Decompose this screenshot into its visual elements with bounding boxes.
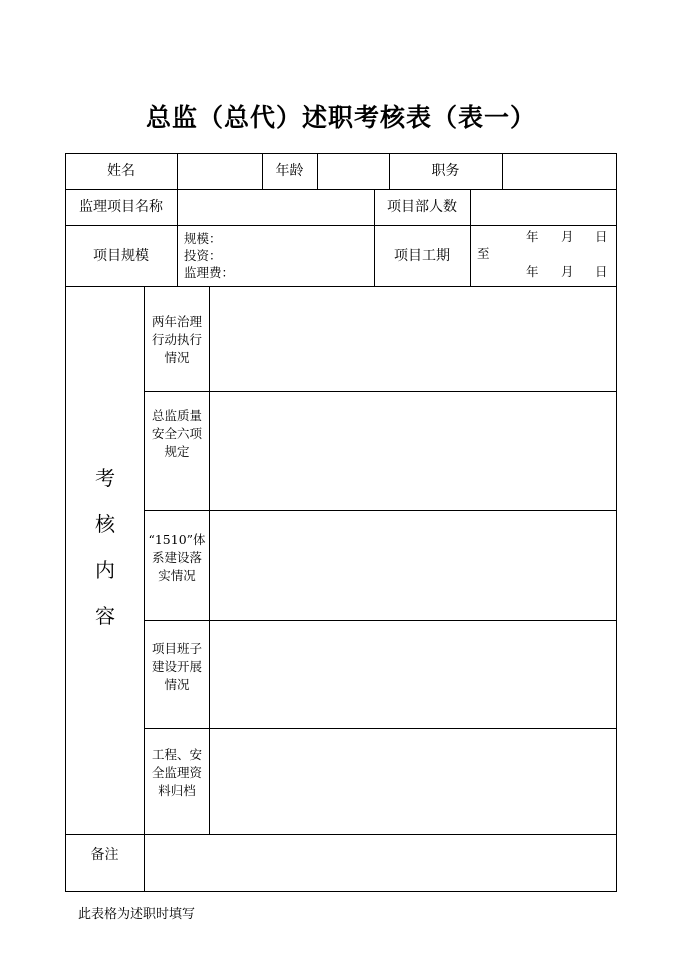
assessment-label-char: 核 — [95, 512, 115, 536]
remarks-label: 备注 — [90, 847, 119, 863]
age-label: 年龄 — [275, 163, 304, 179]
name-label: 姓名 — [107, 163, 135, 179]
assessment-item-label: 工程、安全监理资料归档 — [151, 747, 202, 798]
project-name-label: 监理项目名称 — [79, 199, 163, 215]
start-year-label: 年 — [526, 229, 539, 244]
start-month-label: 月 — [561, 229, 574, 244]
to-label: 至 — [477, 246, 490, 261]
assessment-item-label: 项目班子建设开展情况 — [151, 641, 202, 692]
assessment-item-field[interactable] — [210, 729, 616, 834]
position-field[interactable] — [503, 154, 616, 189]
period-label: 项目工期 — [394, 248, 450, 264]
investment-item: 投资： — [184, 248, 222, 263]
end-month-label: 月 — [561, 264, 574, 279]
assessment-item-field[interactable] — [210, 392, 616, 510]
assessment-label-char: 内 — [95, 558, 115, 582]
assessment-item-label: 总监质量安全六项规定 — [151, 408, 202, 459]
dept-count-field[interactable] — [471, 190, 616, 225]
end-year-label: 年 — [526, 264, 539, 279]
assessment-item-field[interactable] — [210, 621, 616, 728]
age-field[interactable] — [318, 154, 389, 189]
assessment-item-field[interactable] — [210, 511, 616, 620]
page-title: 总监（总代）述职考核表（表一） — [145, 103, 536, 132]
assessment-item-label: “1510”体系建设落实情况 — [148, 532, 206, 583]
scale-item: 规模： — [184, 231, 222, 246]
footer-note: 此表格为述职时填写 — [78, 907, 196, 922]
end-day-label: 日 — [595, 264, 608, 279]
scale-label: 项目规模 — [93, 248, 149, 264]
assessment-item-field[interactable] — [210, 287, 616, 391]
supervision-fee-item: 监理费： — [184, 265, 235, 280]
assessment-label-char: 考 — [95, 466, 115, 490]
start-day-label: 日 — [595, 229, 608, 244]
position-label: 职务 — [431, 163, 460, 179]
dept-count-label: 项目部人数 — [387, 199, 457, 215]
remarks-field[interactable] — [145, 835, 616, 891]
project-name-field[interactable] — [178, 190, 374, 225]
assessment-item-label: 两年治理行动执行情况 — [151, 314, 202, 365]
name-field[interactable] — [178, 154, 262, 189]
assessment-label-char: 容 — [95, 604, 115, 628]
